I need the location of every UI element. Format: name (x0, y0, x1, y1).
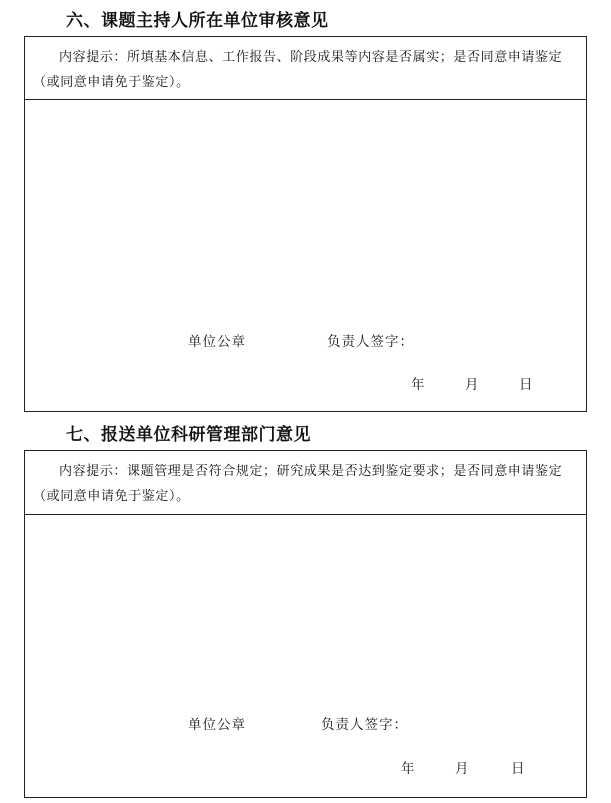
section7-heading: 七、报送单位科研管理部门意见 (66, 425, 311, 445)
section6-hint: 内容提示：所填基本信息、工作报告、阶段成果等内容是否属实；是否同意申请鉴定（或同意申请免于鉴定）。 (33, 50, 563, 90)
section7-seal-label: 单位公章 (188, 717, 246, 733)
section6-opinion-area[interactable] (25, 100, 586, 411)
section6-hint-area (25, 37, 586, 100)
section7-opinion-area[interactable] (25, 515, 586, 797)
section6-seal-label: 单位公章 (188, 334, 246, 350)
section7-hint: 内容提示：课题管理是否符合规定；研究成果是否达到鉴定要求；是否同意申请鉴定（或同意申请免于鉴定）。 (33, 464, 563, 504)
section7-date-year: 年 (401, 761, 416, 777)
section6-date-month: 月 (465, 377, 480, 393)
section6-date-year: 年 (411, 377, 426, 393)
section6-box (24, 36, 587, 412)
section7-date-day: 日 (511, 761, 526, 777)
section6-date-day: 日 (519, 377, 534, 393)
section6-heading: 六、课题主持人所在单位审核意见 (66, 11, 329, 31)
section7-sign-label: 负责人签字： (321, 717, 408, 733)
section7-date-month: 月 (455, 761, 470, 777)
section7-hint-area (25, 451, 586, 515)
section6-sign-label: 负责人签字： (327, 334, 414, 350)
section7-box (24, 450, 587, 798)
